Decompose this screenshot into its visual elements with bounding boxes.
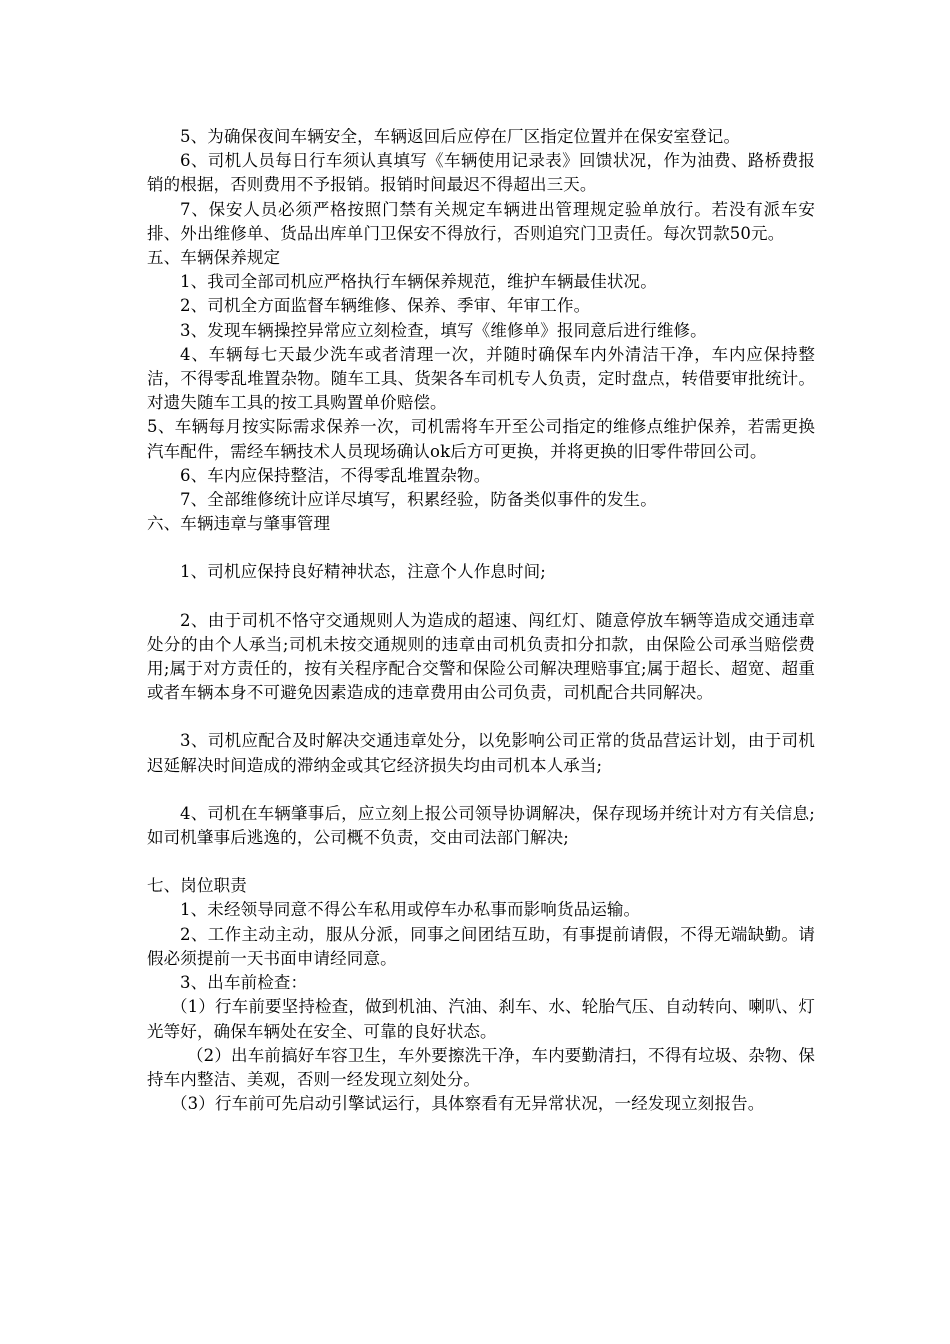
maintenance-item-1: 1、我司全部司机应严格执行车辆保养规范，维护车辆最佳状况。 (180, 272, 657, 292)
violation-item-1: 1、司机应保持良好精神状态，注意个人作息时间; (180, 562, 547, 582)
violation-item-2: 2、由于司机不恪守交通规则人为造成的超速、闯红灯、随意停放车辆等造成交通违章处分的由个人承当;司机未按交通规则的违章由司机负责扣分扣款，由保险公司承当赔偿费用;属于对方责任的，按有关程序配合交警和保险公司解决理赔事宜;属于超长、超宽、超重或者车辆本身不可避免因素造成的违章费用由公司负责，司机配合共同解决。 (147, 610, 815, 703)
violation-item-3: 3、司机应配合及时解决交通违章处分，以免影响公司正常的货品营运计划，由于司机迟延解决时间造成的滞纳金或其它经济损失均由司机本人承当; (147, 731, 815, 775)
maintenance-item-2: 2、司机全方面监督车辆维修、保养、季审、年审工作。 (180, 296, 591, 316)
maintenance-item-4: 4、车辆每七天最少洗车或者清理一次，并随时确保车内外清洁干净，车内应保持整洁，不得零乱堆置杂物。随车工具、货架各车司机专人负责，定时盘点，转借要审批统计。对遗失随车工具的按工具购置单价赔偿。 (147, 344, 815, 413)
duty-item-3: 3、出车前检查： (180, 973, 308, 993)
maintenance-item-5: 5、车辆每月按实际需求保养一次，司机需将车开至公司指定的维修点维护保养，若需更换汽车配件，需经车辆技术人员现场确认ok后方可更换，并将更换的旧零件带回公司。 (147, 417, 815, 461)
pre-trip-check-2: （2）出车前搞好车容卫生，车外要擦洗干净，车内要勤清扫，不得有垃圾、杂物、保持车内整洁、美观，否则一经发现立刻处分。 (147, 1045, 815, 1089)
pre-trip-check-3: （3）行车前可先启动引擎试运行，具体察看有无异常状况，一经发现立刻报告。 (171, 1094, 765, 1114)
document-body (147, 125, 815, 1116)
maintenance-item-3: 3、发现车辆操控异常应立刻检查，填写《维修单》报同意后进行维修。 (180, 320, 707, 340)
rule-7-security-release: 7、保安人员必须严格按照门禁有关规定车辆进出管理规定验单放行。若没有派车安排、外出维修单、货品出库单门卫保安不得放行，否则追究门卫责任。每次罚款50元。 (147, 199, 815, 243)
rule-5-night-parking: 5、为确保夜间车辆安全，车辆返回后应停在厂区指定位置并在保安室登记。 (180, 127, 741, 146)
maintenance-item-7: 7、全部维修统计应详尽填写，积累经验，防备类似事件的发生。 (180, 490, 657, 510)
section-6-heading: 六、车辆违章与肇事管理 (147, 514, 331, 534)
section-7-heading: 七、岗位职责 (147, 876, 247, 896)
violation-item-4: 4、司机在车辆肇事后，应立刻上报公司领导协调解决，保存现场并统计对方有关信息;如司机肇事后逃逸的，公司概不负责，交由司法部门解决; (147, 803, 815, 848)
pre-trip-check-1: （1）行车前要坚持检查，做到机油、汽油、刹车、水、轮胎气压、自动转向、喇叭、灯光等好，确保车辆处在安全、可靠的良好状态。 (147, 997, 815, 1041)
maintenance-item-6: 6、车内应保持整洁，不得零乱堆置杂物。 (180, 465, 491, 485)
duty-item-2: 2、工作主动主动，服从分派，同事之间团结互助，有事提前请假，不得无端缺勤。请假必须提前一天书面申请经同意。 (147, 924, 815, 968)
duty-item-1: 1、未经领导同意不得公车私用或停车办私事而影响货品运输。 (180, 900, 641, 920)
section-5-heading: 五、车辆保养规定 (147, 248, 281, 268)
rule-6-usage-record: 6、司机人员每日行车须认真填写《车辆使用记录表》回馈状况，作为油费、路桥费报销的根据，否则费用不予报销。报销时间最迟不得超出三天。 (147, 151, 815, 195)
